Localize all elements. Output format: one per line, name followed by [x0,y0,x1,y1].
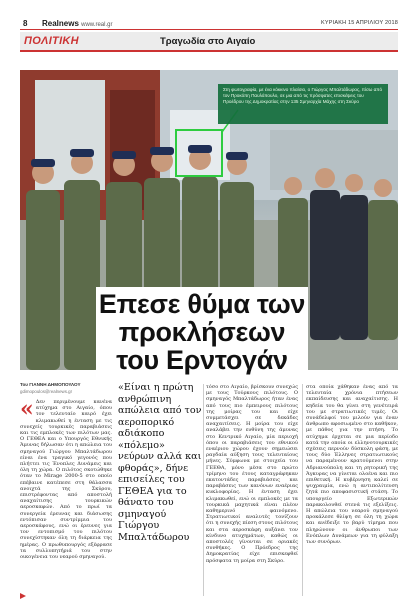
page-header [0,0,418,30]
end-mark-icon [20,593,26,599]
issue-date: ΚΥΡΙΑΚΗ 15 ΑΠΡΙΛΙΟΥ 2018 [321,20,398,26]
publication-name [42,19,112,28]
page-number: 8 [23,19,28,28]
column-divider [203,384,204,596]
publication-url: www.real.gr [81,22,113,28]
column-divider [302,384,303,596]
article-headline: Επεσε θύμα των προκλήσεων του Ερντογάν [98,289,306,375]
header-rule [20,29,398,30]
article-column-3: τόσο στο Αιγαίο, βρίσκουν συνεχώς με τους Τούρκους πιλότους. Ο σμηναγός Μπαλτάδωρος ήταν ένας από τους πιο έμπειρους πιλότους της μοίρας του και είχε συμμετάσχει σε δεκάδες αναχαιτίσεις. Η μοίρα του είχε αναλάβει την ευθύνη της άμυνας στο Κεντρικό Αιγαίο, μία περιοχή όπου οι παραβιάσεις του εθνικού εναέριου χώρου έχουν σημειώσει ραγδαία αύξηση τους τελευταίους μήνες. Σύμφωνα με στοιχεία του ΓΕΕΘΑ, μόνο μέσα στο πρώτο τρίμηνο του έτους καταγράφηκαν εκατοντάδες παραβιάσεις και παραβάσεις των κανόνων εναέριας κυκλοφορίας. Η ένταση έχει κλιμακωθεί, ενώ οι εμπλοκές με τα τουρκικά μαχητικά είναι πλέον καθημερινό φαινόμενο. Στρατιωτικοί αναλυτές τονίζουν ότι η συνεχής πίεση στους πιλότους και στα αεροσκάφη αυξάνει τον κίνδυνο ατυχημάτων, καθώς οι αποστολές γίνονται σε οριακές συνθήκες. Ο Πρόεδρος της Δημοκρατίας είχε επισκεφθεί πρόσφατα τη μοίρα στη Σκύρο. [206,384,298,564]
section-bar [20,32,398,52]
section-subtitle: Τραγωδία στο Αιγαίο [160,36,256,47]
pull-quote: «Είναι η πρώτη ανθρώπινη απώλεια από τον αεροπορικό αδιάκοπο «πόλεμο» νεύρων αλλά και φθοράς», δήνε επισείλες του ΓΕΘΕΑ για το θάνατο του σμηναγού Γιώργου Μπαλτάδωρου [118,382,202,543]
photo-caption [218,84,388,124]
article-column-4: στα οποία χάθηκαν ένας από τα τελευταία χρόνια πτήσεων εκπαίδευσης και αναχαίτισης. Η κηδεία του θα γίνει στη γενέτειρά του με στρατιωτικές τιμές. Οι συνάδελφοί του μιλούν για έναν άνθρωπο αφοσιωμένο στο καθήκον, με πάθος για την πτήση. Το ατύχημα έρχεται σε μια περίοδο κατά την οποία οι ελληνοτουρκικές σχέσεις περνούν δύσκολη φάση, με τους δύο Έλληνες στρατιωτικούς να παραμένουν κρατούμενοι στην Αδριανούπολη και τη ρητορική της Άγκυρας να γίνεται ολοένα και πιο επιθετική. Η κυβέρνηση καλεί σε ψυχραιμία, ενώ η αντιπολίτευση ζητά πιο αποφασιστική στάση. Το υπουργείο Εξωτερικών παρακολουθεί στενά τις εξελίξεις. Η απώλεια του νεαρού σμηναγού προκάλεσε θλίψη σε όλη τη χώρα και ανέδειξε το βαρύ τίμημα που πληρώνουν οι άνθρωποι των Ενόπλων Δυνάμεων για τη φύλαξη των συνόρων. [306,384,398,546]
publication-title: Realnews [42,19,79,28]
section-kicker: ΠΟΛΙΤΙΚΗ [24,35,79,47]
article-column-1-text: Δεν περιμένουμε κανένα ατύχημα στο Αιγαίο, όπου τον τελευταίο καιρό έχει κλιμακωθεί η ένταση με τις συνεχείς τουρκικές παραβιάσεις και τις εμπλοκές των πιλότων μας. Ο ΓΕΘΕΑ και ο Υπουργός Εθνικής Άμυνας δήλωσαν ότι η απώλεια του σμηναγού Γιώργου Μπαλτάδωρου είναι ένα τραγικό γεγονός που πλήττει τις Ένοπλες Δυνάμεις και όλη τη χώρα. Ο πιλότος σκοτώθηκε όταν το Mirage 2000-5 στο οποίο επέβαινε κατέπεσε στη θάλασσα ανοιχτά της Σκύρου, επιστρέφοντας από αποστολή αναχαίτισης τουρκικών αεροσκαφών. Από το πρωί τα συνεργεία έρευνας και διάσωσης εντόπισαν συντρίμμια του αεροσκάφους, ενώ οι έρευνες για τον εντοπισμό του πιλότου συνεχίστηκαν όλη τη διάρκεια της ημέρας. Ο πρωθυπουργός εξέφρασε τα συλλυπητήριά του στην οικογένεια του νεαρού σμηναγού. [20,399,112,561]
byline-email: gdimopoulos@realnews.gr [20,389,73,394]
drop-cap: « [20,399,34,422]
photo-caption-text: Στη φωτογραφία, με ένα κόκκινο πλαίσιο, ο Γιώργος Μπαλτάδωρος, πίσω από τον Προκόπη Παυλόπουλο, σε μια από τις πρόσφατες επισκέψεις του Προέδρου της Δημοκρατίας στην 135 Σμηναρχία Μάχης στη Σκύρο [223,87,383,104]
article-column-1 [20,399,112,595]
byline-author: Του ΓΙΑΝΝΗ ΔΗΜΟΠΟΥΛΟΥ [20,382,81,387]
